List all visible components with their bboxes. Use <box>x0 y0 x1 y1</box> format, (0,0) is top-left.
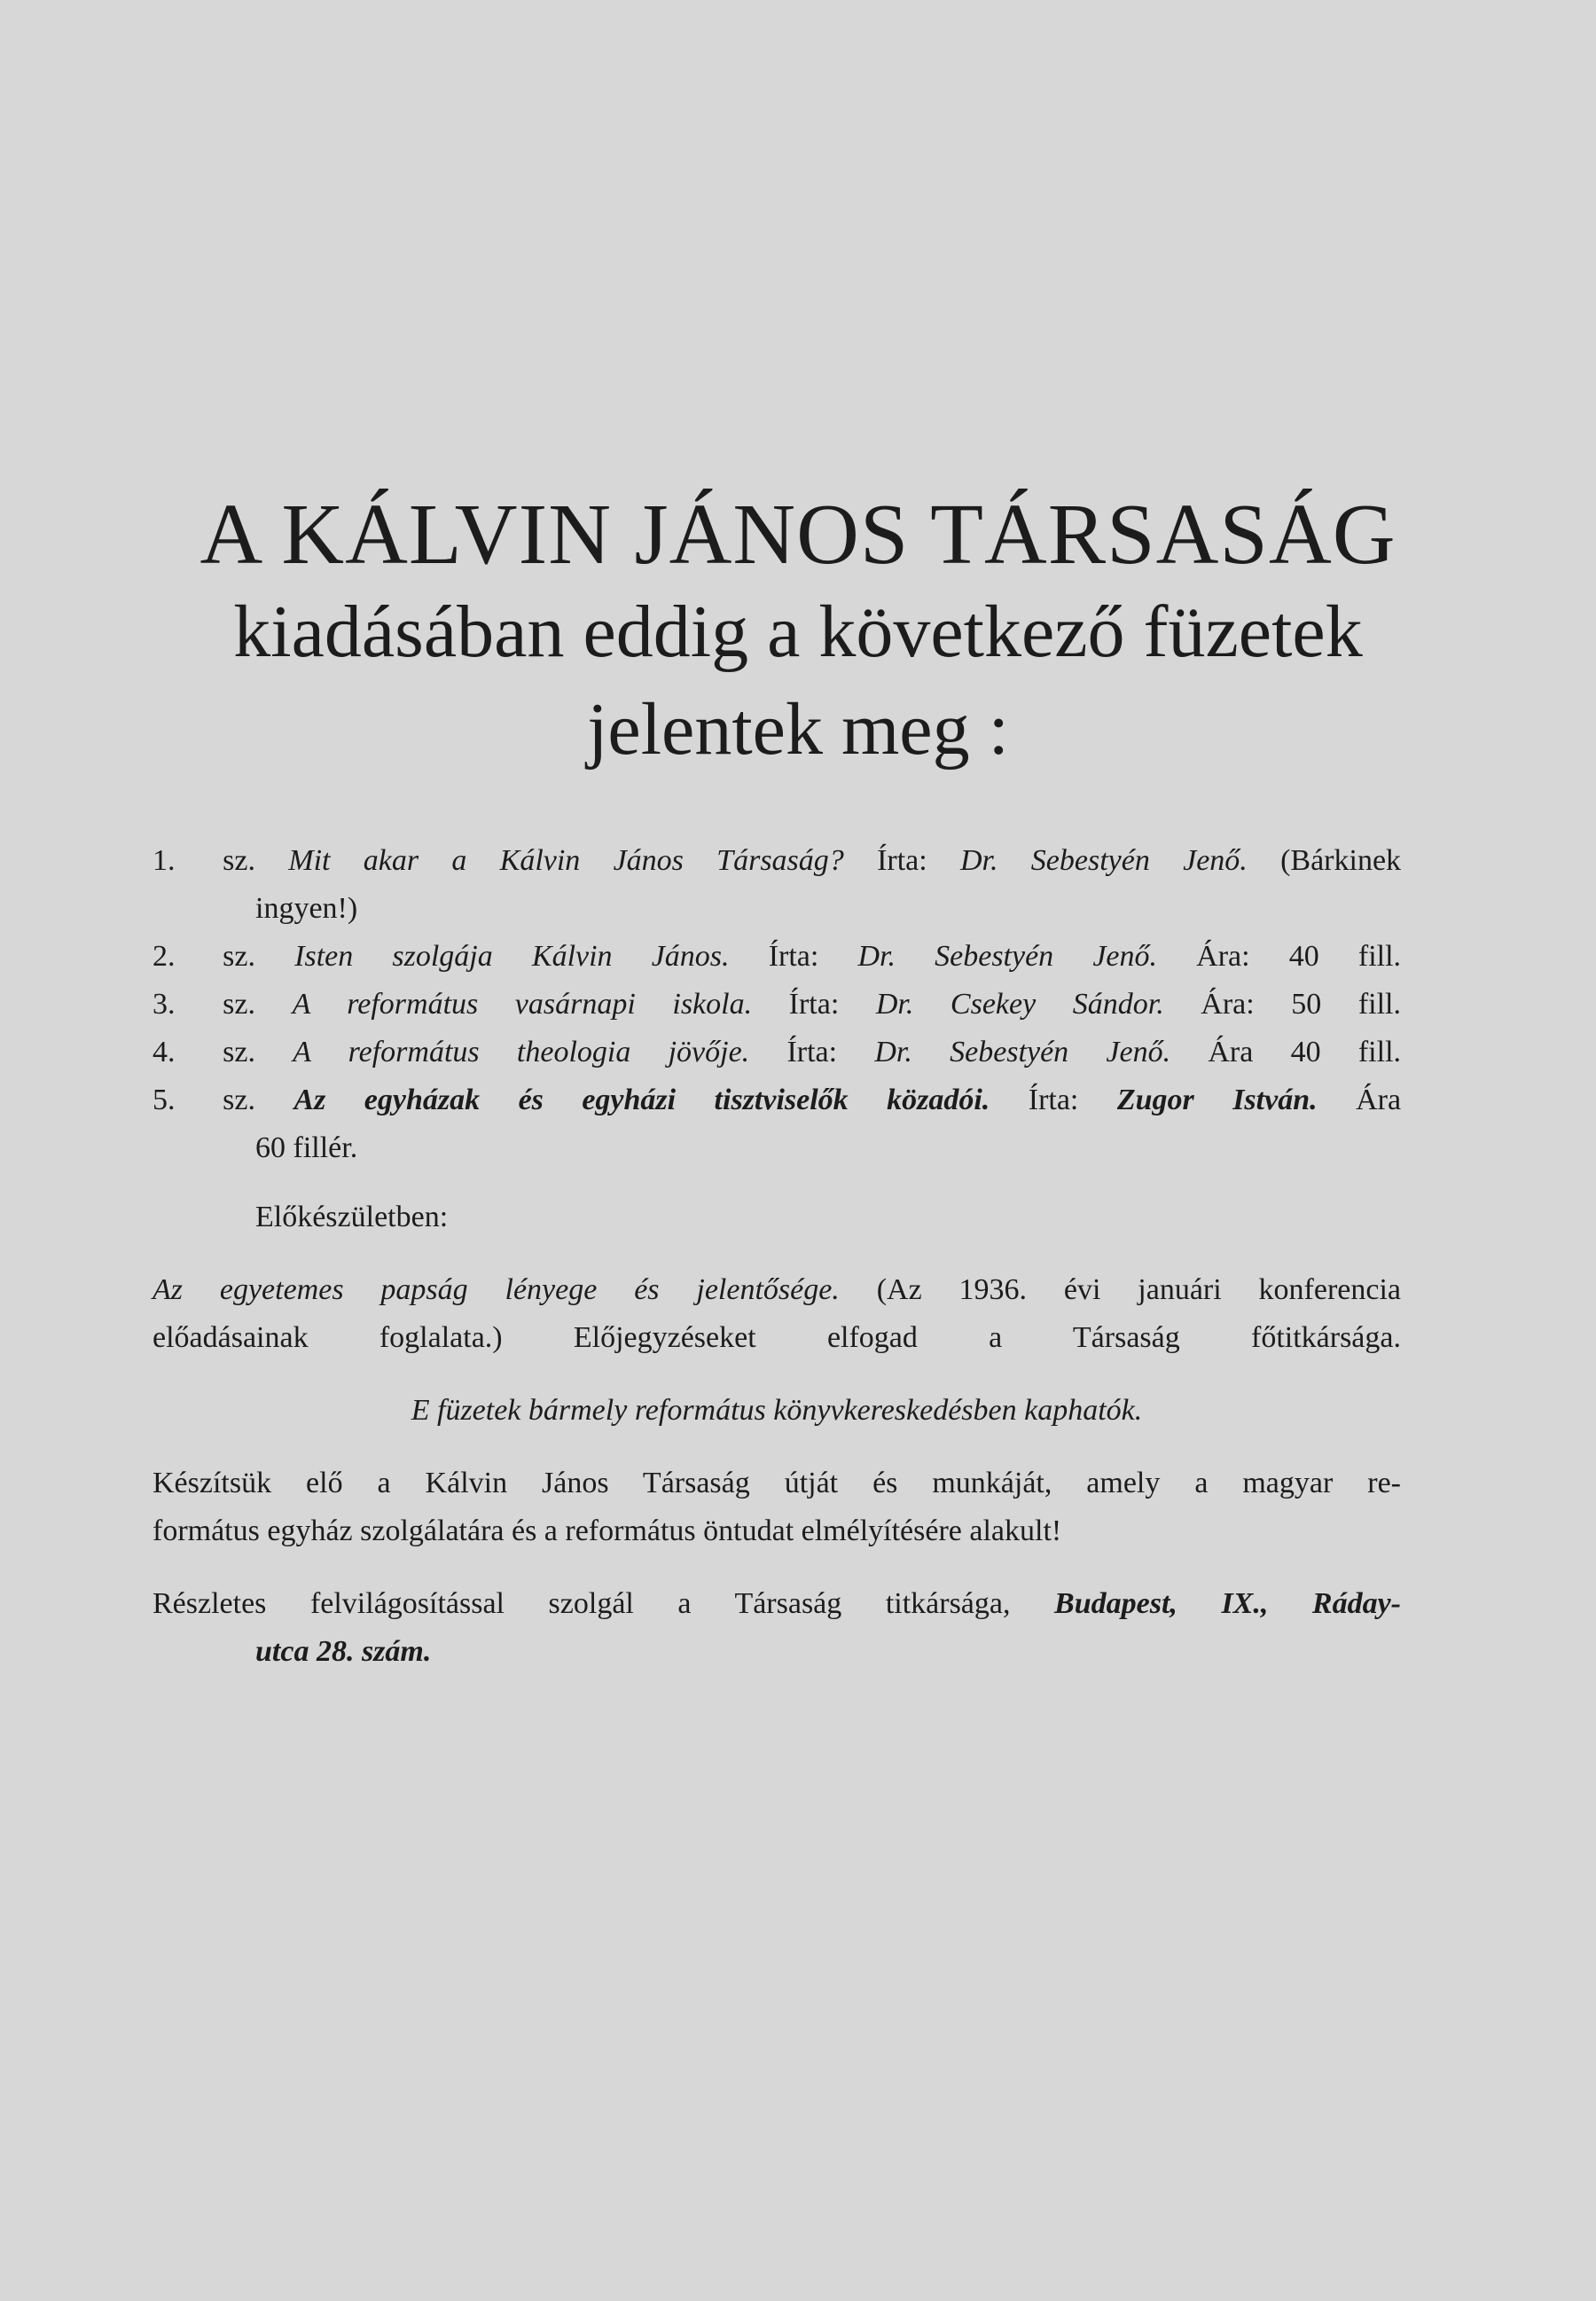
list-item <box>153 933 1401 981</box>
item-author-label: Írta: <box>786 1036 838 1068</box>
item-author: Dr. Sebestyén Jenő. <box>960 844 1248 877</box>
item-number: 4. sz. <box>153 1036 255 1068</box>
item-author-label: Írta: <box>788 988 840 1021</box>
preparation-note: előadásainak foglalata.) Előjegyzéseket elfogad a Társaság főtitkársága. <box>153 1321 1401 1354</box>
preparation-label: Előkészületben: <box>255 1201 449 1233</box>
heading-subtitle: kiadásában eddig a következő füzetek <box>233 591 1363 673</box>
item-title: A református theologia jövője. <box>293 1036 750 1068</box>
item-author: Dr. Csekey Sándor. <box>875 988 1164 1021</box>
list-item <box>153 981 1401 1029</box>
contact-address-continued: utca 28. szám. <box>255 1635 432 1668</box>
availability-note: E füzetek bármely református könyvkereskedésben kaphatók. <box>411 1394 1143 1427</box>
item-price: Ára: 40 fill. <box>1196 940 1402 973</box>
item-author: Dr. Sebestyén Jenő. <box>874 1036 1171 1068</box>
heading-title: A KÁLVIN JÁNOS TÁRSASÁG <box>200 487 1396 583</box>
item-title: Isten szolgája Kálvin János. <box>294 940 730 973</box>
preparation-entry <box>153 1266 1401 1314</box>
item-continuation: 60 fillér. <box>255 1131 358 1164</box>
item-author-label: Írta: <box>1028 1084 1079 1116</box>
item-number: 3. sz. <box>153 988 255 1021</box>
heading-subtitle-end: jelentek meg : <box>587 688 1009 771</box>
item-title: Mit akar a Kálvin János Társaság? <box>288 844 844 877</box>
item-title: A református vasárnapi iskola. <box>292 988 753 1021</box>
publication-text <box>153 837 1401 1676</box>
item-author-label: Írta: <box>768 940 819 973</box>
list-item <box>153 837 1401 885</box>
page-heading <box>0 486 1596 779</box>
contact-text: Részletes felvilágosítással szolgál a Társaság titkársága, <box>153 1587 1011 1620</box>
contact-info <box>153 1580 1401 1628</box>
item-price: Ára: 50 fill. <box>1201 988 1401 1021</box>
preparation-details: (Az 1936. évi januári konferencia <box>876 1273 1402 1306</box>
contact-address: Budapest, IX., Ráday- <box>1054 1587 1402 1620</box>
list-item <box>153 1029 1401 1076</box>
item-author-label: Írta: <box>877 844 927 877</box>
list-item <box>153 1076 1401 1124</box>
item-continuation: ingyen!) <box>255 892 358 925</box>
support-appeal-line2: formátus egyház szolgálatára és a református öntudat elmélyítésére alakult! <box>153 1514 1062 1547</box>
item-title: Az egyházak és egyházi tisztviselők közadói. <box>293 1084 990 1116</box>
item-price: Ára 40 fill. <box>1208 1036 1402 1068</box>
item-number: 2. sz. <box>153 940 255 973</box>
item-number: 1. sz. <box>153 844 255 877</box>
preparation-title: Az egyetemes papság lényege és jelentősége. <box>153 1273 840 1306</box>
item-author: Dr. Sebestyén Jenő. <box>857 940 1158 973</box>
item-price: Ára <box>1356 1084 1402 1116</box>
item-price: (Bárkinek <box>1280 844 1402 877</box>
support-appeal-line1: Készítsük elő a Kálvin János Társaság útját és munkáját, amely a magyar re- <box>153 1467 1401 1499</box>
item-number: 5. sz. <box>153 1084 255 1116</box>
item-author: Zugor István. <box>1116 1084 1318 1116</box>
